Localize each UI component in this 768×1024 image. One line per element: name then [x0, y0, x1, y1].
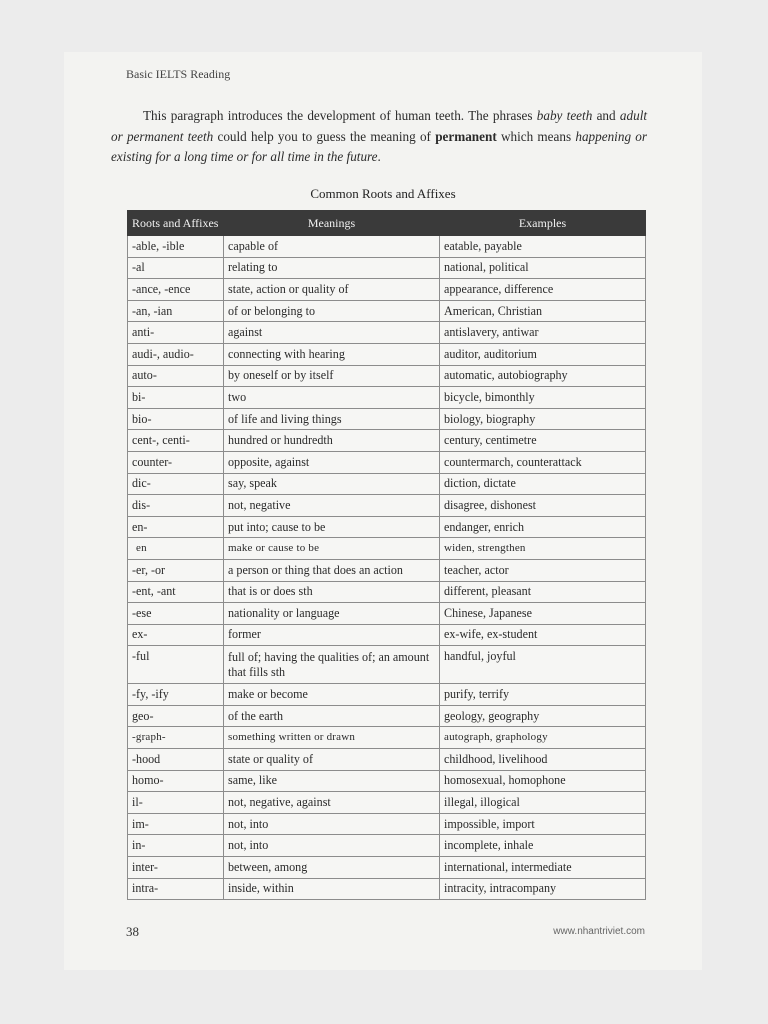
- table-row: [128, 857, 646, 879]
- root-cell: audi-, audio-: [128, 343, 224, 365]
- table-row: [128, 495, 646, 517]
- root-cell: -ance, -ence: [128, 279, 224, 301]
- meaning-cell: put into; cause to be: [224, 516, 440, 538]
- table-row: [128, 813, 646, 835]
- example-cell: widen, strengthen: [440, 538, 646, 560]
- root-cell: -graph-: [128, 727, 224, 749]
- table-row: [128, 603, 646, 625]
- meaning-cell: state, action or quality of: [224, 279, 440, 301]
- example-cell: geology, geography: [440, 705, 646, 727]
- table-header-row: [128, 211, 646, 236]
- table-row: [128, 300, 646, 322]
- example-cell: antislavery, antiwar: [440, 322, 646, 344]
- header-roots: Roots and Affixes: [128, 211, 224, 236]
- root-cell: -able, -ible: [128, 236, 224, 258]
- roots-affixes-table: [127, 210, 646, 900]
- root-cell: -ese: [128, 603, 224, 625]
- intro-text: and: [592, 108, 620, 123]
- root-cell: bi-: [128, 387, 224, 409]
- table-row: [128, 538, 646, 560]
- table-row: [128, 451, 646, 473]
- example-cell: ex-wife, ex-student: [440, 624, 646, 646]
- intro-text: which means: [496, 128, 576, 144]
- example-cell: automatic, autobiography: [440, 365, 646, 387]
- table-row: [128, 646, 646, 684]
- root-cell: en: [128, 538, 224, 560]
- meaning-cell: by oneself or by itself: [224, 365, 440, 387]
- example-cell: disagree, dishonest: [440, 495, 646, 517]
- table-row: [128, 516, 646, 538]
- keyword-permanent: permanent: [435, 128, 497, 144]
- example-cell: diction, dictate: [440, 473, 646, 495]
- example-cell: intracity, intracompany: [440, 878, 646, 900]
- root-cell: -an, -ian: [128, 300, 224, 322]
- meaning-cell: of life and living things: [224, 408, 440, 430]
- meaning-cell: capable of: [224, 236, 440, 258]
- root-cell: -fy, -ify: [128, 684, 224, 706]
- meaning-cell: between, among: [224, 857, 440, 879]
- meaning-cell: of or belonging to: [224, 300, 440, 322]
- root-cell: -ful: [128, 646, 224, 684]
- meaning-cell: nationality or language: [224, 603, 440, 625]
- meaning-cell: not, negative, against: [224, 792, 440, 814]
- definition: happening or existing for a long time or for all time in the future: [111, 128, 647, 164]
- table-row: [128, 387, 646, 409]
- table-row: [128, 408, 646, 430]
- root-cell: il-: [128, 792, 224, 814]
- meaning-cell: make or become: [224, 684, 440, 706]
- example-cell: appearance, difference: [440, 279, 646, 301]
- root-cell: inter-: [128, 857, 224, 879]
- example-cell: purify, terrify: [440, 684, 646, 706]
- table-row: [128, 878, 646, 900]
- root-cell: cent-, centi-: [128, 430, 224, 452]
- meaning-cell: relating to: [224, 257, 440, 279]
- example-cell: international, intermediate: [440, 857, 646, 879]
- intro-text: .: [377, 149, 381, 164]
- meaning-cell: not, into: [224, 835, 440, 857]
- table-row: [128, 257, 646, 279]
- term-baby-teeth: baby teeth: [536, 108, 593, 123]
- intro-text: This paragraph introduces the development of human teeth. The phrases: [143, 108, 537, 123]
- root-cell: intra-: [128, 878, 224, 900]
- table-row: [128, 624, 646, 646]
- example-cell: childhood, livelihood: [440, 749, 646, 771]
- root-cell: homo-: [128, 770, 224, 792]
- table-row: [128, 279, 646, 301]
- table-title: Common Roots and Affixes: [310, 186, 456, 201]
- meaning-cell: opposite, against: [224, 451, 440, 473]
- example-cell: teacher, actor: [440, 559, 646, 581]
- table-row: [128, 430, 646, 452]
- root-cell: dis-: [128, 495, 224, 517]
- table-row: [128, 559, 646, 581]
- header-examples: Examples: [440, 211, 646, 236]
- example-cell: American, Christian: [440, 300, 646, 322]
- table-row: [128, 705, 646, 727]
- example-cell: illegal, illogical: [440, 792, 646, 814]
- table-row: [128, 792, 646, 814]
- meaning-cell: connecting with hearing: [224, 343, 440, 365]
- table-row: [128, 581, 646, 603]
- page-number: 38: [126, 924, 139, 939]
- example-cell: bicycle, bimonthly: [440, 387, 646, 409]
- meaning-cell: hundred or hundredth: [224, 430, 440, 452]
- meaning-cell: same, like: [224, 770, 440, 792]
- root-cell: anti-: [128, 322, 224, 344]
- term-adult-teeth: adult or permanent teeth: [111, 108, 648, 144]
- meaning-cell: not, into: [224, 813, 440, 835]
- table-row: [128, 749, 646, 771]
- example-cell: biology, biography: [440, 408, 646, 430]
- running-head: Basic IELTS Reading: [126, 67, 231, 81]
- website-footer: www.nhantriviet.com: [553, 926, 645, 937]
- example-cell: eatable, payable: [440, 236, 646, 258]
- root-cell: ex-: [128, 624, 224, 646]
- root-cell: counter-: [128, 451, 224, 473]
- example-cell: incomplete, inhale: [440, 835, 646, 857]
- root-cell: -hood: [128, 749, 224, 771]
- table-row: [128, 770, 646, 792]
- table-row: [128, 727, 646, 749]
- example-cell: national, political: [440, 257, 646, 279]
- meaning-cell: two: [224, 387, 440, 409]
- table-row: [128, 473, 646, 495]
- meaning-cell: not, negative: [224, 495, 440, 517]
- meaning-cell: full of; having the qualities of; an amount that fills sth: [224, 646, 440, 684]
- meaning-cell: state or quality of: [224, 749, 440, 771]
- table-row: [128, 322, 646, 344]
- table-body: [128, 236, 646, 900]
- meaning-cell: something written or drawn: [224, 727, 440, 749]
- root-cell: en-: [128, 516, 224, 538]
- meaning-cell: former: [224, 624, 440, 646]
- root-cell: bio-: [128, 408, 224, 430]
- intro-text: could help you to guess the meaning of: [213, 128, 436, 144]
- example-cell: impossible, import: [440, 813, 646, 835]
- meaning-cell: of the earth: [224, 705, 440, 727]
- example-cell: auditor, auditorium: [440, 343, 646, 365]
- example-cell: countermarch, counterattack: [440, 451, 646, 473]
- root-cell: geo-: [128, 705, 224, 727]
- meaning-cell: that is or does sth: [224, 581, 440, 603]
- root-cell: dic-: [128, 473, 224, 495]
- root-cell: -ent, -ant: [128, 581, 224, 603]
- header-meanings: Meanings: [224, 211, 440, 236]
- meaning-cell: inside, within: [224, 878, 440, 900]
- root-cell: -al: [128, 257, 224, 279]
- intro-paragraph: [111, 106, 647, 168]
- table-row: [128, 343, 646, 365]
- root-cell: auto-: [128, 365, 224, 387]
- root-cell: in-: [128, 835, 224, 857]
- example-cell: handful, joyful: [440, 646, 646, 684]
- table-row: [128, 365, 646, 387]
- meaning-cell: against: [224, 322, 440, 344]
- root-cell: -er, -or: [128, 559, 224, 581]
- table-row: [128, 684, 646, 706]
- example-cell: endanger, enrich: [440, 516, 646, 538]
- example-cell: century, centimetre: [440, 430, 646, 452]
- meaning-cell: say, speak: [224, 473, 440, 495]
- example-cell: autograph, graphology: [440, 727, 646, 749]
- example-cell: homosexual, homophone: [440, 770, 646, 792]
- table-row: [128, 236, 646, 258]
- example-cell: Chinese, Japanese: [440, 603, 646, 625]
- table-row: [128, 835, 646, 857]
- meaning-cell: make or cause to be: [224, 538, 440, 560]
- book-page: [64, 52, 702, 970]
- meaning-cell: a person or thing that does an action: [224, 559, 440, 581]
- root-cell: im-: [128, 813, 224, 835]
- example-cell: different, pleasant: [440, 581, 646, 603]
